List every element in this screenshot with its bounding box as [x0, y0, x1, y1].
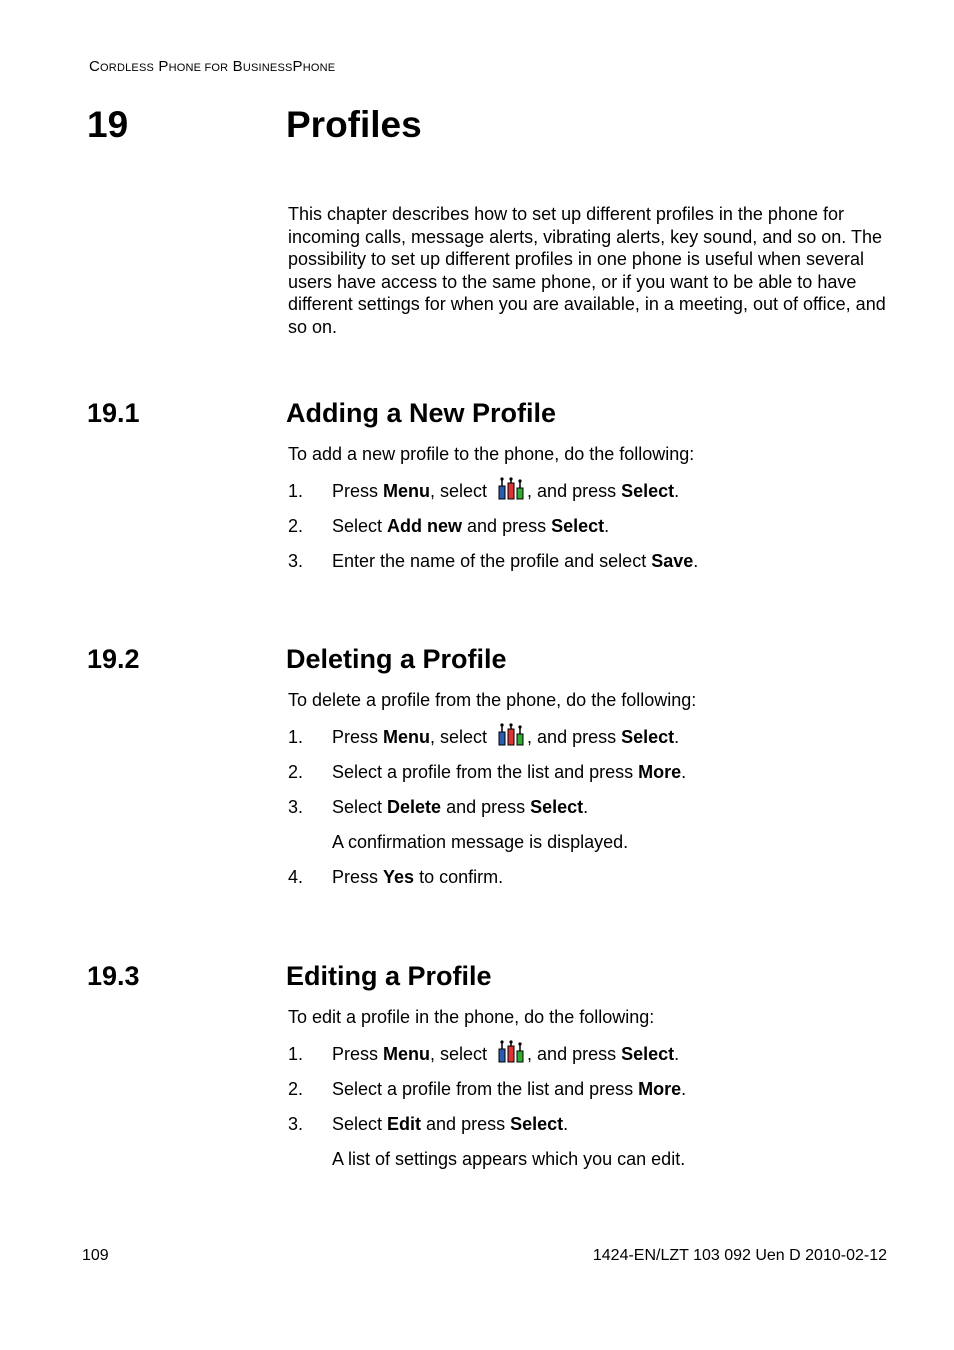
step-item	[288, 474, 907, 509]
step-number: 2.	[288, 762, 304, 782]
step-text: Select a profile from the list and press	[332, 762, 639, 782]
step-list	[288, 720, 907, 895]
step-text: .	[681, 762, 687, 782]
step-text: Select a profile from the list and press	[332, 1079, 639, 1099]
step-text: , and press	[527, 1044, 622, 1064]
ui-keyword: Select	[510, 1114, 564, 1134]
step-list	[288, 1037, 907, 1177]
chapter-title-text: Profiles	[286, 104, 422, 145]
ui-keyword: Select	[530, 797, 584, 817]
step-text: and press	[462, 516, 552, 536]
step-text: .	[563, 1114, 569, 1134]
ui-keyword: Yes	[383, 867, 415, 887]
step-text: A confirmation message is displayed.	[332, 832, 629, 852]
step-text: , select	[430, 1044, 493, 1064]
step-text: .	[583, 797, 589, 817]
header-smallcaps: HONE	[302, 62, 336, 74]
header-smallcaps: HONE FOR	[168, 62, 229, 74]
step-item	[288, 544, 907, 579]
section-lead: To edit a profile in the phone, do the following:	[288, 1007, 655, 1027]
section-number: 19.1	[87, 398, 140, 428]
page-number: 109	[82, 1247, 109, 1264]
section-lead: To delete a profile from the phone, do the following:	[288, 690, 697, 710]
section-adding-profile	[87, 393, 907, 579]
step-number: 2.	[288, 1079, 304, 1099]
step-text: Press	[332, 867, 384, 887]
step-item	[288, 1072, 907, 1107]
step-text: .	[674, 727, 680, 747]
section-title: Editing a Profile	[286, 961, 492, 991]
step-text: A list of settings appears which you can edit.	[332, 1149, 686, 1169]
step-text: Select	[332, 1114, 388, 1134]
section-editing-profile	[87, 956, 907, 1177]
step-number: 1.	[288, 481, 304, 501]
step-number: 1.	[288, 727, 304, 747]
step-number: 3.	[288, 797, 304, 817]
section-heading	[87, 956, 907, 996]
header-cap: P	[292, 58, 303, 75]
step-text: Press	[332, 727, 384, 747]
chapter-number: 19	[87, 104, 129, 145]
step-text: and press	[441, 797, 531, 817]
chapter-title	[87, 104, 422, 146]
ui-keyword: More	[638, 1079, 682, 1099]
step-item	[288, 1107, 907, 1142]
ui-keyword: Select	[621, 481, 675, 501]
ui-keyword: Select	[621, 1044, 675, 1064]
header-smallcaps: USINESS	[242, 62, 293, 74]
ui-keyword: Add new	[387, 516, 463, 536]
ui-keyword: More	[638, 762, 682, 782]
header-cap: B	[228, 58, 243, 75]
step-item	[288, 1037, 907, 1072]
step-number: 2.	[288, 516, 304, 536]
step-text: , and press	[527, 481, 622, 501]
step-text: .	[693, 551, 699, 571]
header-smallcaps: ORDLESS	[100, 62, 155, 74]
step-text: to confirm.	[414, 867, 504, 887]
section-lead: To add a new profile to the phone, do the following:	[288, 444, 695, 464]
ui-keyword: Menu	[383, 481, 431, 501]
step-text: Select	[332, 797, 388, 817]
ui-keyword: Save	[651, 551, 694, 571]
step-text: .	[674, 481, 680, 501]
step-text: , and press	[527, 727, 622, 747]
step-number: 1.	[288, 1044, 304, 1064]
profiles-menu-icon	[498, 477, 524, 501]
section-deleting-profile	[87, 639, 907, 895]
step-text: Select	[332, 516, 388, 536]
step-item	[288, 755, 907, 790]
section-title: Deleting a Profile	[286, 644, 507, 674]
chapter-intro: This chapter describes how to set up different profiles in the phone for incoming calls, message alerts, vibrating alerts, key sound, and so on. The possibility to set up different profiles in one phone is useful when several users have access to the same phone, or if you want to be able to have different settings for when you are available, in a meeting, out of office, and so on.	[288, 204, 886, 337]
section-number: 19.3	[87, 961, 140, 991]
profiles-menu-icon	[498, 723, 524, 747]
step-note	[288, 825, 907, 860]
step-number: 3.	[288, 551, 304, 571]
ui-keyword: Edit	[387, 1114, 422, 1134]
step-text: .	[604, 516, 610, 536]
section-title: Adding a New Profile	[286, 398, 557, 428]
running-header	[89, 58, 335, 75]
section-heading	[87, 639, 907, 679]
profiles-menu-icon	[498, 1040, 524, 1064]
step-text: .	[674, 1044, 680, 1064]
header-cap: P	[154, 58, 169, 75]
step-text: Enter the name of the profile and select	[332, 551, 652, 571]
ui-keyword: Select	[621, 727, 675, 747]
step-list	[288, 474, 907, 579]
step-note	[288, 1142, 907, 1177]
section-number: 19.2	[87, 644, 140, 674]
header-cap: C	[89, 58, 101, 75]
step-text: .	[681, 1079, 687, 1099]
step-item	[288, 720, 907, 755]
step-text: , select	[430, 727, 493, 747]
section-heading	[87, 393, 907, 433]
step-item	[288, 509, 907, 544]
document-id: 1424-EN/LZT 103 092 Uen D 2010-02-12	[592, 1247, 887, 1264]
step-text: Press	[332, 481, 384, 501]
step-text: and press	[421, 1114, 511, 1134]
ui-keyword: Menu	[383, 727, 431, 747]
step-number: 4.	[288, 867, 304, 887]
ui-keyword: Menu	[383, 1044, 431, 1064]
step-number: 3.	[288, 1114, 304, 1134]
step-item	[288, 860, 907, 895]
ui-keyword: Select	[551, 516, 605, 536]
step-text: , select	[430, 481, 493, 501]
step-item	[288, 790, 907, 825]
ui-keyword: Delete	[387, 797, 442, 817]
step-text: Press	[332, 1044, 384, 1064]
